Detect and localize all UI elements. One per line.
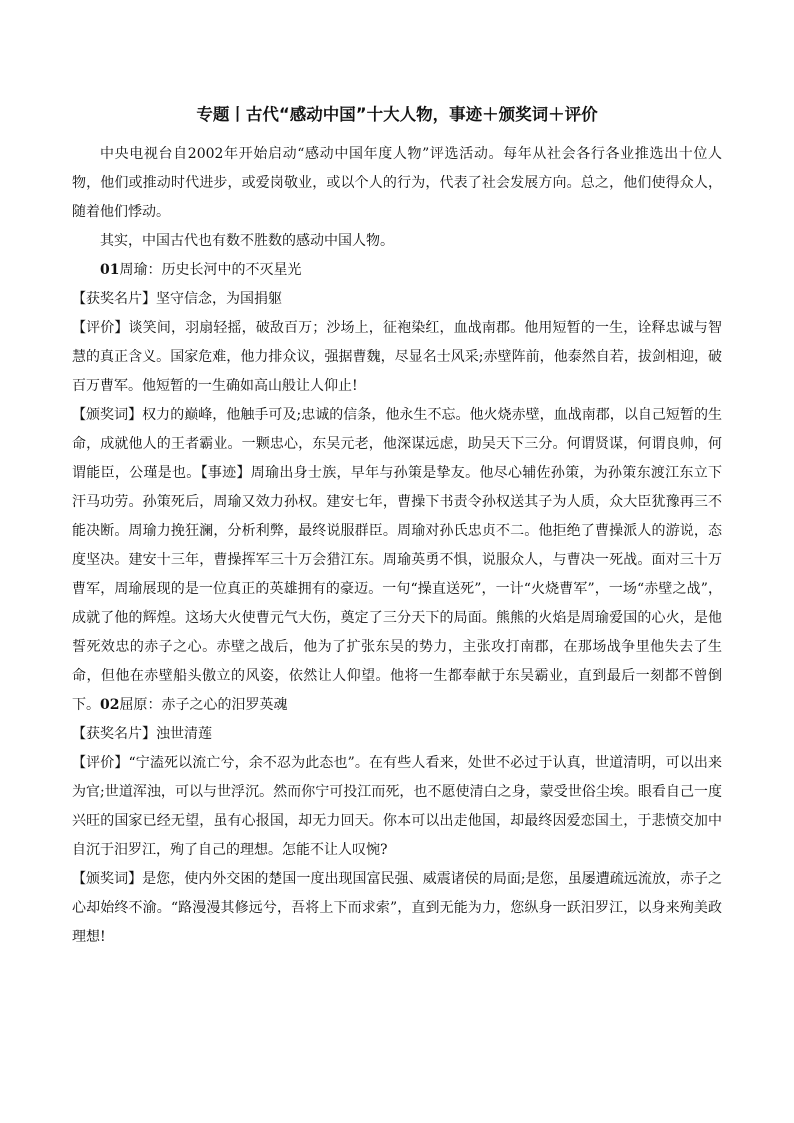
- review-text-1: 谈笑间，羽扇轻摇，破敌百万；沙场上，征袍染红，血战南郡。他用短暂的一生，诠释忠诚与智慧的真正含义。国家危难，他力排众议，强据曹魏，尽显名士风采;赤壁阵前，他泰然自若，拔剑相迎，破百万曹军。他短暂的一生确如高山般让人仰止!: [72, 320, 723, 394]
- citation-2: [72, 865, 722, 952]
- citation-text-1: 权力的巅峰，他触手可及;忠诚的信条，他永生不忘。他火烧赤壁，血战南郡，以自己短暂的生命，成就他人的王者霸业。一颗忠心，东吴元老，他深谋远虑，助吴天下三分。何谓贤谋，何谓良帅，何谓能臣，公瑾是也。: [72, 407, 722, 481]
- review-label-1: 【评价】: [72, 320, 129, 336]
- award-text-1: 坚守信念，为国捐躯: [156, 291, 282, 307]
- award-label-2: 【获奖名片】: [72, 726, 156, 742]
- section-number-1: 01: [100, 262, 120, 278]
- award-card-1: [72, 285, 722, 314]
- document-title: 专题丨古代“感动中国”十大人物，事迹＋颁奖词＋评价: [196, 105, 598, 124]
- citation-1: [72, 401, 722, 720]
- citation-label-1: 【颁奖词】: [72, 407, 143, 423]
- document-page: [72, 96, 722, 952]
- deeds-text-1: 周瑜出身士族，早年与孙策是挚友。他尽心辅佐孙策，为孙策东渡江东立下汗马功劳。孙策死后，周瑜又效力孙权。建安七年，曹操下书责令孙权送其子为人质，众大臣犹豫再三不能决断。周瑜力挽狂澜，分析利弊，最终说服群臣。周瑜对孙氏忠贞不二。他拒绝了曹操派人的游说，态度坚决。建安十三年，曹操挥军三十万会猎江东。周瑜英勇不惧，说服众人，与曹决一死战。面对三十万曹军，周瑜展现的是一位真正的英雄拥有的豪迈。一句“操直送死”，一计“火烧曹军”，一场“赤壁之战”，成就了他的辉煌。这场大火使曹元气大伤，奠定了三分天下的局面。熊熊的火焰是周瑜爱国的心火，是他誓死效忠的赤子之心。赤壁之战后，他为了扩张东吴的势力，主张攻打南郡，在那场战争里他失去了生命，但他在赤壁船头傲立的风姿，依然让人仰望。他将一生都奉献于东吴霸业，直到最后一刻都不曾倒下。: [72, 465, 723, 713]
- award-text-2: 浊世清莲: [156, 726, 212, 742]
- review-1: [72, 314, 722, 401]
- review-label-2: 【评价】: [72, 755, 129, 771]
- section-heading-1: [72, 256, 722, 285]
- intro-paragraph-2: 其实，中国古代也有数不胜数的感动中国人物。: [100, 233, 394, 249]
- citation-text-2: 是您，使内外交困的楚国一度出现国富民强、威震诸侯的局面;是您，虽屡遭疏远流放，赤子之心却始终不渝。“路漫漫其修远兮，吾将上下而求索”，直到无能为力，您纵身一跃汨罗江，以身来殉美政理想!: [72, 871, 722, 945]
- citation-label-2: 【颁奖词】: [72, 871, 143, 887]
- intro-paragraph-1: 中央电视台自2002年开始启动“感动中国年度人物”评选活动。每年从社会各行各业推选出十位人物，他们或推动时代进步，或爱岗敬业，或以个人的行为，代表了社会发展方向。总之，他们使得众人，随着他们悸动。: [72, 146, 722, 220]
- award-label-1: 【获奖名片】: [72, 291, 156, 307]
- section-number-2: 02: [100, 697, 120, 713]
- award-card-2: [72, 720, 722, 749]
- deeds-label-1: 【事迹】: [200, 465, 251, 481]
- review-text-2: “宁溘死以流亡兮，余不忍为此态也”。在有些人看来，处世不必过于认真，世道清明，可以出来为官;世道浑浊，可以与世浮沉。然而你宁可投江而死，也不愿使清白之身，蒙受世俗尘埃。眼看自己一度兴旺的国家已经无望，虽有心报国，却无力回天。你本可以出走他国，却最终因爱恋国土，于悲愤交加中自沉于汨罗江，殉了自己的理想。怎能不让人叹惋?: [72, 755, 723, 858]
- section-title-2: 屈原：赤子之心的汨罗英魂: [119, 697, 288, 713]
- section-title-1: 周瑜：历史长河中的不灭星光: [119, 262, 302, 278]
- review-2: [72, 749, 722, 865]
